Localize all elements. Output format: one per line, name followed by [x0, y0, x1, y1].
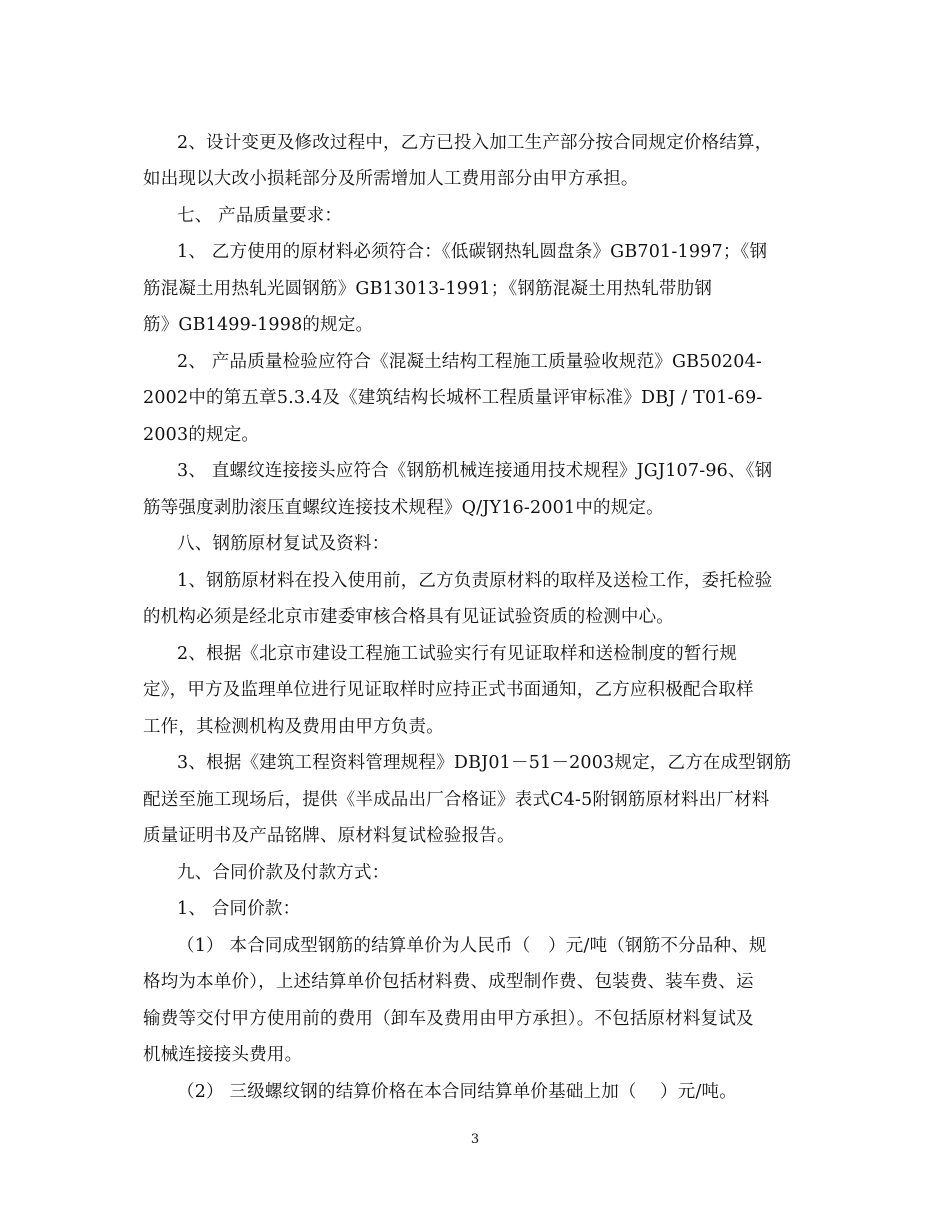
section-heading: 九、合同价款及付款方式： [177, 863, 390, 883]
paragraph-line: 如出现以大改小损耗部分及所需增加人工费用部分由甲方承担。 [143, 169, 639, 189]
paragraph-line: （2） 三级螺纹钢的结算价格在本合同结算单价基础上加（ ）元/吨。 [177, 1082, 737, 1102]
paragraph-line: 格均为本单价），上述结算单价包括材料费、成型制作费、包装费、装车费、运 [143, 972, 754, 992]
paragraph-line: （1） 本合同成型钢筋的结算单价为人民币（ ）元/吨（钢筋不分品种、规 [177, 936, 767, 956]
section-heading: 七、 产品质量要求： [177, 206, 343, 226]
paragraph-line: 定》，甲方及监理单位进行见证取样时应持正式书面通知，乙方应积极配合取样 [143, 680, 754, 700]
paragraph-line: 1、 乙方使用的原材料必须符合：《低碳钢热轧圆盘条》GB701-1997；《钢 [177, 242, 768, 262]
paragraph-line: 输费等交付甲方使用前的费用（卸车及费用由甲方承担）。不包括原材料复试及 [143, 1009, 754, 1029]
paragraph-line: 1、钢筋原材料在投入使用前，乙方负责原材料的取样及送检工作，委托检验 [177, 571, 773, 591]
paragraph-line: 配送至施工现场后，提供《半成品出厂合格证》表式C4-5附钢筋原材料出厂材料 [143, 790, 770, 810]
paragraph-line: 质量证明书及产品铭牌、原材料复试检验报告。 [143, 826, 515, 846]
paragraph-line: 筋混凝土用热轧光圆钢筋》GB13013-1991；《钢筋混凝土用热轧带肋钢 [143, 279, 713, 299]
paragraph-line: 2、根据《北京市建设工程施工试验实行有见证取样和送检制度的暂行规 [177, 644, 738, 664]
section-heading: 八、钢筋原材复试及资料： [177, 534, 390, 554]
paragraph-line: 2、 产品质量检验应符合《混凝土结构工程施工质量验收规范》GB50204- [177, 352, 763, 372]
paragraph-line: 的机构必须是经北京市建委审核合格具有见证试验资质的检测中心。 [143, 607, 674, 627]
paragraph-line: 筋等强度剥肋滚压直螺纹连接技术规程》Q/JY16-2001中的规定。 [143, 498, 664, 518]
paragraph-line: 机械连接接头费用。 [143, 1045, 303, 1065]
paragraph-line: 2002中的第五章5.3.4及《建筑结构长城杯工程质量评审标准》DBJ / T01-69- [143, 388, 763, 408]
paragraph-line: 筋》GB1499-1998的规定。 [143, 315, 374, 335]
paragraph-line: 3、 直螺纹连接接头应符合《钢筋机械连接通用技术规程》JGJ107-96、《钢 [177, 461, 773, 481]
paragraph-line: 1、 合同价款： [177, 899, 301, 919]
paragraph-line: 2、设计变更及修改过程中，乙方已投入加工生产部分按合同规定价格结算， [177, 133, 773, 153]
paragraph-line: 工作，其检测机构及费用由甲方负责。 [143, 717, 444, 737]
paragraph-line: 3、根据《建筑工程资料管理规程》DBJ01－51－2003规定，乙方在成型钢筋 [177, 753, 792, 773]
paragraph-line: 2003的规定。 [143, 425, 260, 445]
page-number: 3 [470, 1132, 480, 1147]
